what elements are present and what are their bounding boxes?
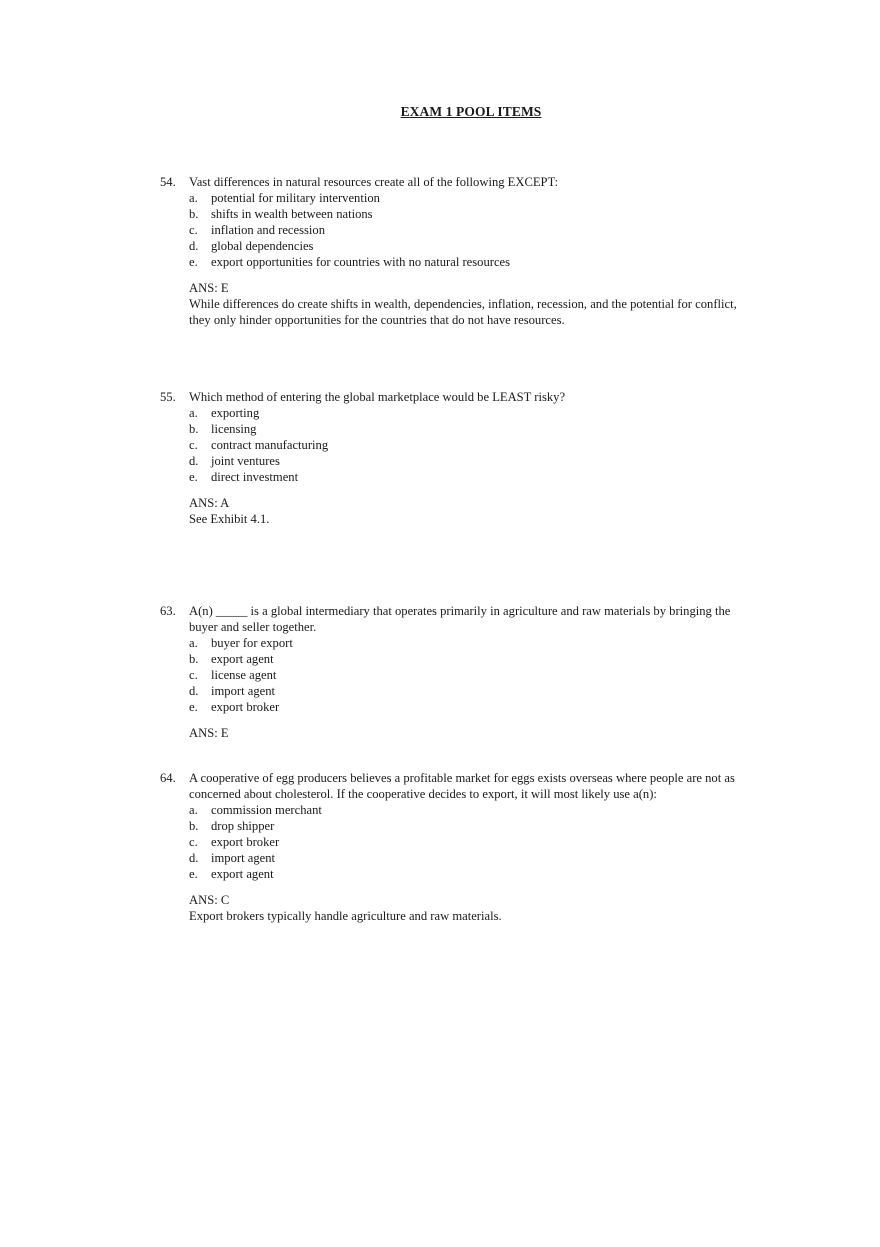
option-text: buyer for export [211,636,293,650]
question-text: A(n) _____ is a global intermediary that operates primarily in agriculture and raw materials by bringing the buyer and seller together. [189,604,731,634]
option-text: export agent [211,652,274,666]
question-stem [160,389,760,405]
question-number: 63. [160,604,176,618]
option-item [189,667,760,683]
question-number: 55. [160,390,176,404]
option-letter: c. [189,438,198,452]
option-item [189,818,760,834]
option-letter: e. [189,255,198,269]
option-letter: c. [189,835,198,849]
option-text: export broker [211,700,280,714]
option-item [189,222,760,238]
option-text: export opportunities for countries with no natural resources [211,255,511,269]
option-item [189,405,760,421]
option-text: shifts in wealth between nations [211,207,373,221]
question-number: 54. [160,175,176,189]
option-letter: a. [189,406,198,420]
answer-key: ANS: A [189,496,230,510]
option-text: joint ventures [211,454,280,468]
option-letter: d. [189,684,199,698]
answer-key: ANS: E [189,726,229,740]
option-item [189,866,760,882]
option-letter: e. [189,867,198,881]
option-text: commission merchant [211,803,322,817]
option-list [160,802,760,882]
option-letter: c. [189,223,198,237]
answer-explanation: Export brokers typically handle agriculture and raw materials. [189,909,502,923]
option-item [189,190,760,206]
option-list [160,190,760,270]
option-text: export agent [211,867,274,881]
option-text: drop shipper [211,819,275,833]
option-item [189,238,760,254]
option-letter: a. [189,191,198,205]
answer-key: ANS: C [189,893,230,907]
option-text: global dependencies [211,239,314,253]
option-text: license agent [211,668,277,682]
option-list [160,635,760,715]
option-text: import agent [211,851,276,865]
option-item [189,635,760,651]
question-54 [160,174,760,328]
option-letter: d. [189,239,199,253]
option-text: direct investment [211,470,299,484]
option-letter: a. [189,636,198,650]
option-item [189,802,760,818]
question-stem [160,770,760,802]
question-stem [160,603,760,635]
option-letter: b. [189,422,199,436]
question-63 [160,603,760,741]
option-text: export broker [211,835,280,849]
option-item [189,421,760,437]
option-letter: b. [189,652,199,666]
option-letter: e. [189,700,198,714]
option-text: inflation and recession [211,223,326,237]
question-64 [160,770,760,924]
option-item [189,437,760,453]
option-item [189,254,760,270]
answer-key: ANS: E [189,281,229,295]
option-text: exporting [211,406,260,420]
question-text: Vast differences in natural resources create all of the following EXCEPT: [189,175,559,189]
option-item [189,206,760,222]
option-letter: b. [189,819,199,833]
question-number: 64. [160,771,176,785]
option-item [189,834,760,850]
option-text: potential for military intervention [211,191,380,205]
answer-explanation: While differences do create shifts in wealth, dependencies, inflation, recession, and the potential for conflict, they only hinder opportunities for the countries that do not have resources. [189,297,737,327]
option-letter: c. [189,668,198,682]
page-title: EXAM 1 POOL ITEMS [400,104,542,119]
question-stem [160,174,760,190]
question-text: Which method of entering the global marketplace would be LEAST risky? [189,390,566,404]
option-letter: d. [189,851,199,865]
option-text: contract manufacturing [211,438,329,452]
option-list [160,405,760,485]
option-item [189,469,760,485]
option-text: import agent [211,684,276,698]
option-letter: d. [189,454,199,468]
option-item [189,699,760,715]
answer-explanation: See Exhibit 4.1. [189,512,270,526]
option-letter: b. [189,207,199,221]
option-item [189,651,760,667]
option-letter: e. [189,470,198,484]
question-text: A cooperative of egg producers believes a profitable market for eggs exists overseas where people are not as concerned about cholesterol. If the cooperative decides to export, it will most likely use a(n): [189,771,735,801]
question-55 [160,389,760,527]
option-item [189,850,760,866]
option-letter: a. [189,803,198,817]
option-item [189,683,760,699]
option-text: licensing [211,422,257,436]
option-item [189,453,760,469]
